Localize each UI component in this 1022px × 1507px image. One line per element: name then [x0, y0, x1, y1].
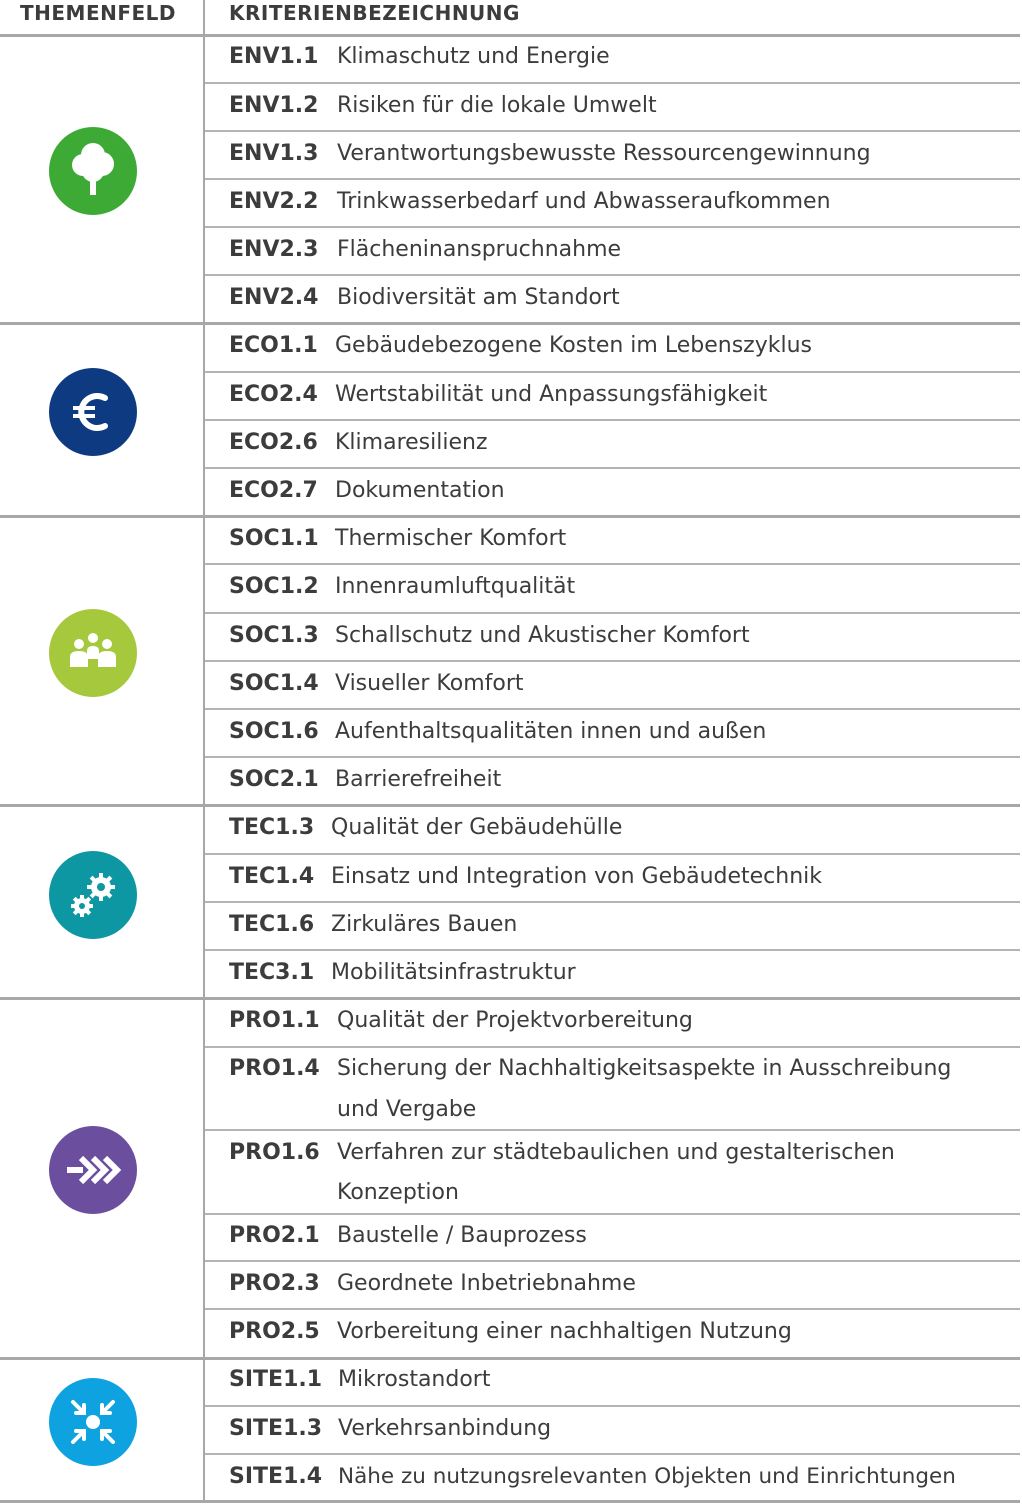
criterion-code: SOC1.1 — [229, 526, 319, 551]
row-divider — [205, 949, 1020, 951]
forward-arrows-icon — [49, 1126, 137, 1214]
criterion-code: PRO1.4 — [229, 1056, 320, 1081]
row-divider — [205, 1213, 1020, 1215]
row-divider — [205, 1453, 1020, 1455]
criterion-code: SOC2.1 — [229, 767, 319, 792]
criterion-code: ENV1.3 — [229, 141, 319, 166]
criterion-code: ENV1.1 — [229, 44, 319, 69]
row-divider — [205, 1405, 1020, 1407]
criterion-label: Innenraumluftqualität — [335, 574, 576, 599]
table-header — [0, 0, 1022, 35]
criterion-label: Verantwortungsbewusste Ressourcengewinnung — [337, 141, 871, 166]
group-divider — [0, 804, 1020, 807]
row-divider — [205, 1260, 1020, 1262]
row-divider — [205, 419, 1020, 421]
criterion-label: Mikrostandort — [338, 1367, 491, 1392]
criterion-code: PRO2.3 — [229, 1271, 320, 1296]
row-divider — [205, 853, 1020, 855]
row-divider — [205, 1308, 1020, 1310]
criterion-code: SITE1.3 — [229, 1416, 323, 1441]
criterion-label: Zirkuläres Bauen — [331, 912, 518, 937]
criterion-code: TEC1.4 — [229, 864, 315, 889]
criterion-code: PRO1.6 — [229, 1140, 320, 1165]
criterion-label: Aufenthaltsqualitäten innen und außen — [335, 719, 767, 744]
criterion-label: Biodiversität am Standort — [337, 285, 620, 310]
criterion-code: SOC1.6 — [229, 719, 319, 744]
row-divider — [205, 178, 1020, 180]
criterion-code: ECO2.4 — [229, 382, 318, 407]
criterion-code: ECO1.1 — [229, 333, 318, 358]
row-divider — [205, 82, 1020, 84]
group-divider — [0, 515, 1020, 518]
criterion-label: Baustelle / Bauprozess — [337, 1223, 587, 1248]
criterion-label: Klimaresilienz — [335, 430, 488, 455]
group-divider — [0, 997, 1020, 1000]
row-divider — [205, 274, 1020, 276]
criterion-label: Einsatz und Integration von Gebäudetechnik — [331, 864, 823, 889]
criterion-code: ENV2.3 — [229, 237, 319, 262]
row-divider — [205, 226, 1020, 228]
criterion-label: Klimaschutz und Energie — [337, 44, 610, 69]
criterion-code: ENV2.4 — [229, 285, 319, 310]
criterion-label: Nähe zu nutzungsrelevanten Objekten und Einrichtungen — [338, 1464, 956, 1489]
criterion-code: PRO2.5 — [229, 1319, 320, 1344]
criterion-code: TEC1.3 — [229, 815, 315, 840]
table-row — [229, 1049, 1014, 1131]
row-divider — [205, 1046, 1020, 1048]
criterion-label: Barrierefreiheit — [335, 767, 502, 792]
criterion-label: Thermischer Komfort — [335, 526, 567, 551]
euro-icon — [49, 368, 137, 456]
tree-icon — [49, 127, 137, 215]
criterion-label: Risiken für die lokale Umwelt — [337, 93, 657, 118]
criterion-label: Visueller Komfort — [335, 671, 524, 696]
criterion-code: SOC1.3 — [229, 623, 319, 648]
row-divider — [205, 660, 1020, 662]
criterion-label: Verkehrsanbindung — [338, 1416, 552, 1441]
criterion-code: SITE1.4 — [229, 1464, 323, 1489]
row-divider — [205, 612, 1020, 614]
column-header-themenfeld: THEMENFELD — [20, 1, 177, 25]
people-icon — [49, 609, 137, 697]
criterion-label: Mobilitätsinfrastruktur — [331, 960, 576, 985]
criterion-label: Qualität der Projektvorbereitung — [337, 1008, 693, 1033]
location-center-icon — [49, 1378, 137, 1466]
row-divider — [205, 130, 1020, 132]
criterion-code: PRO1.1 — [229, 1008, 320, 1033]
row-divider — [205, 563, 1020, 565]
row-divider — [205, 1129, 1020, 1131]
criterion-label: Geordnete Inbetriebnahme — [337, 1271, 636, 1296]
criterion-label: Trinkwasserbedarf und Abwasseraufkommen — [337, 189, 831, 214]
group-divider — [0, 1357, 1020, 1360]
row-divider — [205, 901, 1020, 903]
criterion-code: SOC1.2 — [229, 574, 319, 599]
criterion-label: Dokumentation — [335, 478, 505, 503]
criterion-label-continued: Konzeption — [337, 1180, 459, 1205]
criterion-label: Gebäudebezogene Kosten im Lebenszyklus — [335, 333, 812, 358]
criterion-code: SITE1.1 — [229, 1367, 323, 1392]
criterion-code: TEC3.1 — [229, 960, 315, 985]
criterion-code: ENV1.2 — [229, 93, 319, 118]
row-divider — [205, 371, 1020, 373]
group-divider — [0, 322, 1020, 325]
row-divider — [205, 708, 1020, 710]
criterion-label: Vorbereitung einer nachhaltigen Nutzung — [337, 1319, 792, 1344]
group-divider — [0, 1500, 1020, 1503]
criterion-label-continued: und Vergabe — [337, 1097, 477, 1122]
row-divider — [205, 467, 1020, 469]
criterion-label: Wertstabilität und Anpassungsfähigkeit — [335, 382, 768, 407]
row-divider — [205, 756, 1020, 758]
criterion-label: Sicherung der Nachhaltigkeitsaspekte in Ausschreibung — [337, 1056, 952, 1081]
criterion-label: Verfahren zur städtebaulichen und gestalterischen — [337, 1140, 895, 1165]
criterion-code: ECO2.6 — [229, 430, 318, 455]
criterion-code: ENV2.2 — [229, 189, 319, 214]
criterion-label: Qualität der Gebäudehülle — [331, 815, 623, 840]
criterion-label: Flächeninanspruchnahme — [337, 237, 622, 262]
criterion-code: TEC1.6 — [229, 912, 315, 937]
table-row — [229, 1133, 1014, 1215]
gears-icon — [49, 851, 137, 939]
column-header-kriterien: KRITERIENBEZEICHNUNG — [229, 1, 520, 25]
criterion-code: PRO2.1 — [229, 1223, 320, 1248]
criterion-code: SOC1.4 — [229, 671, 319, 696]
criterion-code: ECO2.7 — [229, 478, 318, 503]
criterion-label: Schallschutz und Akustischer Komfort — [335, 623, 750, 648]
